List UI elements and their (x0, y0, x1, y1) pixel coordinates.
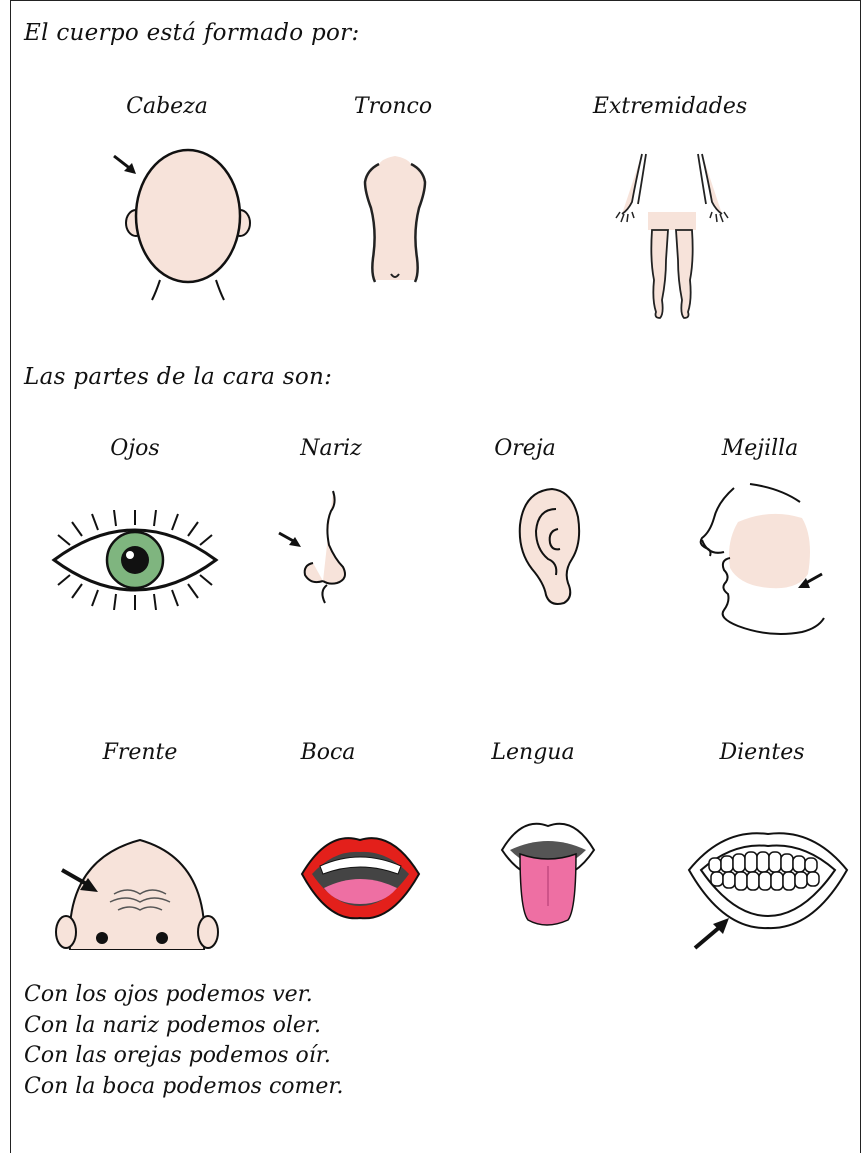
section1-heading: El cuerpo está formado por: (24, 20, 360, 46)
tongue-icon (498, 820, 598, 930)
label-tronco: Tronco (353, 94, 433, 119)
label-boca: Boca (300, 740, 356, 765)
label-dientes: Dientes (719, 740, 805, 765)
label-lengua: Lengua (491, 740, 575, 765)
label-cabeza: Cabeza (126, 94, 208, 119)
sentence-ver: Con los ojos podemos ver. (24, 982, 313, 1007)
sentence-oler: Con la nariz podemos oler. (24, 1012, 322, 1038)
cheek-icon (690, 478, 830, 638)
label-ojos: Ojos (110, 436, 160, 461)
ear-icon (512, 485, 592, 610)
label-nariz: Nariz (300, 436, 362, 461)
torso-icon (355, 150, 435, 290)
mouth-icon (298, 830, 423, 920)
sentence-comer: Con la boca podemos comer. (24, 1073, 344, 1099)
label-oreja: Oreja (494, 436, 556, 461)
head-icon (108, 140, 258, 305)
teeth-icon (683, 820, 853, 955)
forehead-icon (50, 820, 225, 950)
eye-icon (50, 510, 220, 610)
label-frente: Frente (102, 740, 178, 765)
label-extremidades: Extremidades (592, 94, 748, 119)
label-mejilla: Mejilla (721, 436, 799, 461)
sentences-block (24, 980, 344, 1102)
section2-heading: Las partes de la cara son: (24, 364, 333, 390)
limbs-icon (612, 150, 732, 325)
sentence-oir: Con las orejas podemos oír. (24, 1043, 331, 1068)
nose-icon (275, 485, 355, 610)
